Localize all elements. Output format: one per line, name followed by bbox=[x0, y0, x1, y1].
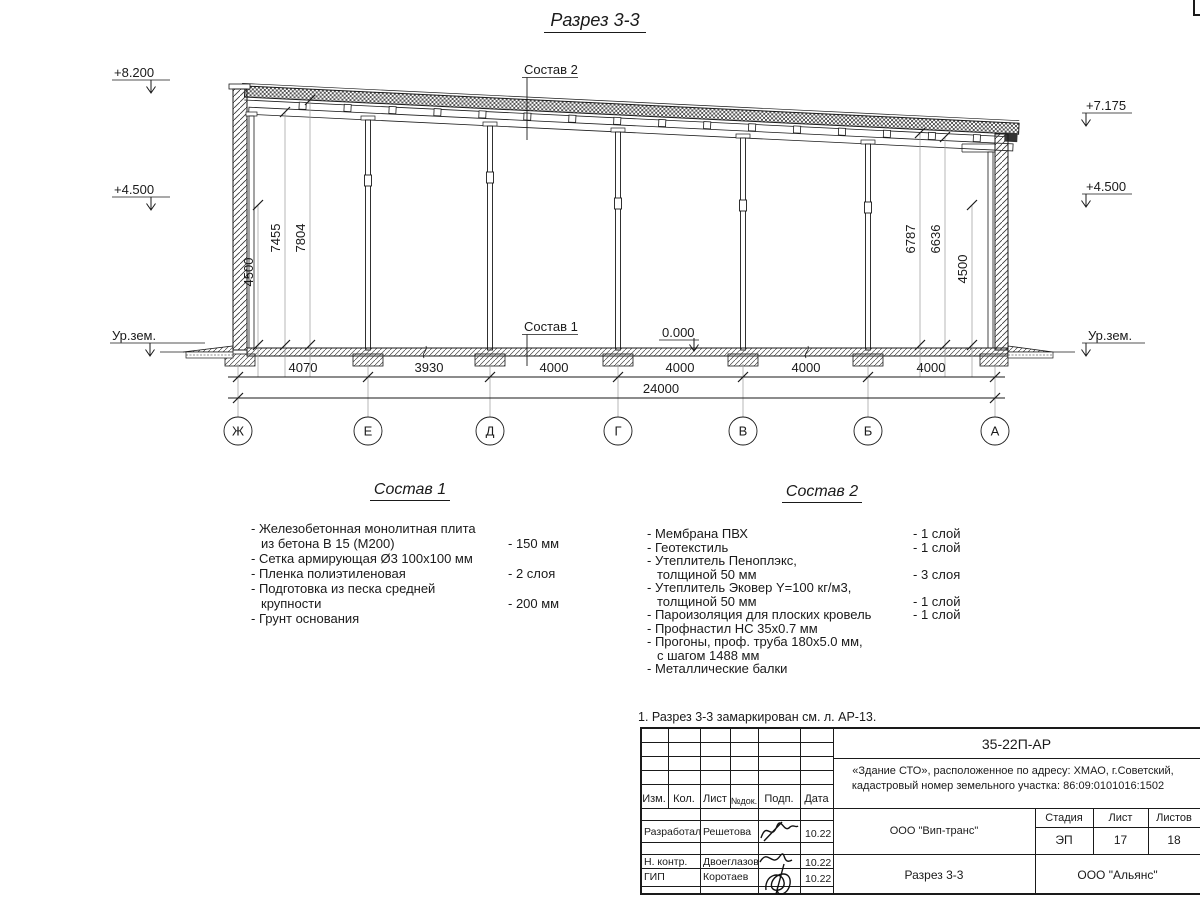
dim-label: 4070 bbox=[288, 360, 318, 375]
person-name: Коротаев bbox=[703, 871, 749, 883]
ground-level-mark bbox=[1082, 328, 1146, 356]
spec-item: с шагом 1488 мм bbox=[657, 647, 760, 663]
titleblock-border bbox=[640, 893, 1200, 895]
svg-text:+8.200: +8.200 bbox=[114, 65, 155, 80]
spec-item: - Металлические балки bbox=[647, 661, 788, 676]
role-label: Разработал bbox=[644, 826, 702, 838]
axis-label: Г bbox=[614, 423, 622, 439]
dim-label: 6787 bbox=[903, 224, 918, 254]
col-header-data: Дата bbox=[804, 793, 829, 805]
elevation-mark bbox=[1082, 98, 1133, 126]
object-line2: кадастровый номер земельного участка: 86:09:0101016:1502 bbox=[851, 780, 1165, 792]
svg-text:0.000: 0.000 bbox=[662, 325, 695, 340]
elevation-mark bbox=[1082, 179, 1133, 207]
col-header-list: Лист bbox=[703, 793, 727, 805]
spec1-list bbox=[251, 521, 581, 626]
spec-item: - Грунт основания bbox=[251, 611, 360, 626]
elevation-mark bbox=[112, 182, 170, 210]
dim-label: 7804 bbox=[293, 223, 308, 253]
interior-columns bbox=[361, 116, 875, 350]
column bbox=[861, 140, 875, 350]
svg-text:+4.500: +4.500 bbox=[114, 182, 155, 197]
spec2-heading: Состав 2 bbox=[752, 483, 892, 501]
axis-label: Ж bbox=[231, 423, 245, 439]
spec-item: - Профнастил НС 35х0.7 мм bbox=[647, 620, 818, 636]
date-value: 10.22 bbox=[805, 873, 832, 885]
column bbox=[611, 128, 625, 350]
spec1-heading: Состав 1 bbox=[340, 481, 480, 499]
stage-label: Стадия bbox=[1045, 812, 1083, 824]
spec2-list bbox=[647, 527, 987, 676]
axis-label: В bbox=[738, 423, 748, 439]
titleblock-border bbox=[640, 727, 1200, 729]
person-name: Двоеглазов bbox=[703, 856, 759, 868]
sheets-label: Листов bbox=[1156, 812, 1192, 824]
spec-item: крупности - 200 мм bbox=[261, 596, 560, 611]
left-wall bbox=[229, 84, 257, 350]
column bbox=[736, 134, 750, 350]
vertical-dims-right bbox=[903, 128, 977, 377]
svg-text:Ур.зем.: Ур.зем. bbox=[112, 328, 157, 343]
svg-text:Состав 1: Состав 1 bbox=[524, 319, 578, 334]
doc-number: 35-22П-АР bbox=[981, 736, 1052, 752]
roof-assembly bbox=[241, 83, 1020, 151]
stage-value: ЭП bbox=[1055, 833, 1073, 847]
role-label: ГИП bbox=[644, 871, 665, 883]
elevation-mark bbox=[112, 65, 170, 93]
sostav1-leader bbox=[522, 319, 578, 366]
object-line1: «Здание СТО», расположенное по адресу: ХМАО, г.Советский, bbox=[852, 765, 1174, 777]
spec-item: - Утеплитель Пеноплэкс, bbox=[647, 553, 797, 568]
date-value: 10.22 bbox=[805, 828, 832, 840]
dim-label: 4500 bbox=[955, 254, 970, 284]
dim-label: 7455 bbox=[268, 223, 283, 253]
col-header-podp: Подп. bbox=[764, 793, 794, 805]
drawing-note: 1. Разрез 3-3 замаркирован см. л. АР-13. bbox=[638, 710, 877, 724]
role-label: Н. контр. bbox=[644, 856, 688, 868]
svg-text:+4.500: +4.500 bbox=[1086, 179, 1127, 194]
spec-item: - Пароизоляция для плоских кровель - 1 слой bbox=[647, 607, 961, 622]
sheet-title: Разрез 3-3 bbox=[904, 868, 964, 882]
bottom-dims bbox=[228, 360, 1005, 417]
svg-text:+7.175: +7.175 bbox=[1086, 98, 1127, 113]
spec-item: толщиной 50 мм - 3 слоя bbox=[657, 566, 961, 582]
titleblock-border bbox=[640, 727, 642, 895]
firm-name: ООО "Альянс" bbox=[1077, 868, 1158, 882]
column bbox=[483, 122, 497, 350]
col-header-ndok: №док. bbox=[730, 796, 758, 806]
spec-item: - Утеплитель Эковер Y=100 кг/м3, bbox=[647, 580, 852, 595]
dim-label: 4000 bbox=[791, 360, 821, 375]
dim-label: 4500 bbox=[241, 257, 256, 287]
spec-item: - Геотекстиль - 1 слой bbox=[647, 539, 961, 555]
spec-item: - Железобетонная монолитная плита bbox=[251, 521, 476, 536]
spec-item: из бетона В 15 (М200) - 150 мм bbox=[261, 536, 560, 551]
axis-label: Б bbox=[863, 423, 873, 439]
spec-item: - Сетка армирующая Ø3 100х100 мм bbox=[251, 551, 473, 566]
signature-scribble bbox=[756, 846, 802, 896]
dim-label: 4000 bbox=[539, 360, 569, 375]
page-title: Разрез 3-3 bbox=[480, 10, 710, 31]
col-header-kol: Кол. bbox=[673, 793, 695, 805]
person-name: Решетова bbox=[703, 826, 752, 838]
axis-label: Д bbox=[485, 423, 495, 439]
svg-text:Ур.зем.: Ур.зем. bbox=[1088, 328, 1133, 343]
right-apron bbox=[1008, 346, 1075, 358]
axis-letters bbox=[232, 424, 1000, 439]
spec-item: - Подготовка из песка средней bbox=[251, 581, 436, 596]
date-value: 10.22 bbox=[805, 857, 832, 869]
dim-label: 4000 bbox=[916, 360, 946, 375]
spec-item: - Пленка полиэтиленовая - 2 слоя bbox=[251, 566, 556, 581]
company-name: ООО "Вип-транс" bbox=[889, 825, 979, 837]
sheets-value: 18 bbox=[1167, 833, 1181, 847]
dim-label: 6636 bbox=[928, 224, 943, 254]
spec-item: толщиной 50 мм - 1 слой bbox=[657, 593, 961, 609]
elevation-mark-zero bbox=[659, 325, 699, 351]
right-wall bbox=[962, 134, 1008, 350]
dim-label: 4000 bbox=[665, 360, 695, 375]
column bbox=[361, 116, 375, 350]
sheet-frame-corner bbox=[1193, 14, 1200, 16]
left-apron bbox=[160, 346, 233, 358]
sheet-value: 17 bbox=[1113, 833, 1128, 847]
spec-item: - Мембрана ПВХ - 1 слой bbox=[647, 526, 961, 541]
axis-label: А bbox=[990, 423, 1000, 439]
svg-text:Состав 2: Состав 2 bbox=[524, 62, 578, 77]
axis-label: Е bbox=[363, 423, 373, 439]
sheet-label: Лист bbox=[1108, 812, 1133, 824]
dim-label: 3930 bbox=[414, 360, 444, 375]
col-header-izm: Изм. bbox=[642, 793, 666, 805]
spec-item: - Прогоны, проф. труба 180х5.0 мм, bbox=[647, 634, 863, 649]
signature-scribble bbox=[758, 818, 800, 844]
dim-label-total: 24000 bbox=[642, 381, 680, 396]
